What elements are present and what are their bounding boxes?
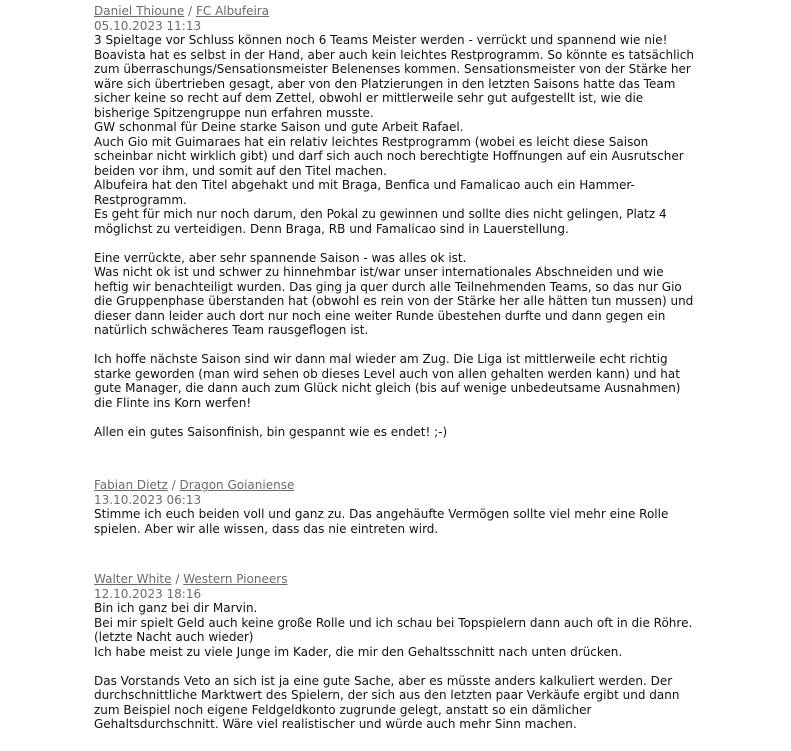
comment-text-line: natürlich schwächeres Team rausgeflogen ist. — [94, 323, 369, 337]
club-link[interactable]: Dragon Goianiense — [179, 478, 295, 492]
comment-text-line: Das Vorstands Veto an sich ist ja eine gute Sache, aber es müsste anders kalkuliert werden. Der — [94, 673, 673, 688]
separator: / — [171, 478, 176, 492]
author-link[interactable]: Walter White — [94, 572, 172, 586]
comment-text-line: die Gruppenphase überstanden hat (obwohl es rein von der Stärke her alle hätten tun mussen) und — [94, 294, 694, 308]
comment-text-line: Stimme ich euch beiden voll und ganz zu. Das angehäufte Vermögen sollte viel mehr eine Rolle — [94, 507, 669, 521]
club-link[interactable]: FC Albufeira — [195, 4, 270, 18]
paragraph-break — [94, 236, 734, 251]
comment-text-line: Was nicht ok ist und schwer zu hinnehmbar ist/war unser internationales Abschneiden und wie — [94, 265, 664, 279]
comment-date: 12.10.2023 18:16 — [94, 586, 202, 601]
comment-text-line: Restprogramm. — [94, 192, 187, 207]
comment-text-line: bisherige Spitzengruppe nun erfahren musste. — [94, 105, 374, 120]
comment-text-line: spielen. Aber wir alle wissen, dass das nie eintreten wird. — [94, 521, 439, 536]
comment-text-line: heftig wir benachteiligt wurden. Das ging ja quer durch alle Teilnehmenden Teams, so das nur Gio — [94, 279, 682, 294]
comment-text-line: durchschnittliche Marktwert des Spielern, der sich aus den letzten paar Verkäufe ergibt und dann — [94, 688, 680, 702]
comment-text-line: Ich hoffe nächste Saison sind wir dann mal wieder am Zug. Die Liga ist mittlerweile echt richtig — [94, 352, 668, 366]
separator: / — [188, 4, 193, 18]
comment-text-line: Auch Gio mit Guimaraes hat ein relativ leichtes Restprogramm (wobei es leicht diese Saison — [94, 134, 649, 149]
paragraph-break — [94, 410, 734, 425]
comment-meta — [94, 572, 734, 587]
comment-text-line: starke geworden (man wird sehen ob dieses Level auch von allen gehalten werden kann) und hat — [94, 366, 680, 381]
club-link[interactable]: Western Pioneers — [183, 572, 288, 586]
comment-text-line: wäre sich übertrieben gesagt, aber von den Platzierungen in den letzten Saisons hatte das Team — [94, 76, 676, 91]
comment-text-line: sicher keine so recht auf dem Zettel, obwohl er mittlerweile sehr gut aufgestellt ist, wie die — [94, 91, 644, 105]
comment-text-line: 3 Spieltage vor Schluss können noch 6 Teams Meister werden - verrückt und spannend wie nie! — [94, 33, 668, 47]
comment-text-line: Boavista hat es selbst in der Hand, aber auch kein leichtes Restprogramm. So könnte es tatsächlich — [94, 47, 694, 62]
paragraph-break — [94, 659, 734, 674]
comment-text-line: Bei mir spielt Geld auch keine große Rolle und ich schau bei Topspielern dann auch oft in die Röhre. — [94, 615, 693, 630]
comment-text-line: Ich habe meist zu viele Junge im Kader, die mir den Gehaltsschnitt nach unten drücken. — [94, 644, 623, 659]
comment-text-line: zum Beispiel noch eigene Feldgeldkonto zugrunde gelegt, anstatt so ein dämlicher — [94, 702, 592, 717]
comment-text-line: (letzte Nacht auch wieder) — [94, 630, 254, 644]
comment-body — [94, 507, 734, 536]
comment-body — [94, 33, 734, 439]
comment-text-line: Allen ein gutes Saisonfinish, bin gespannt wie es endet! ;-) — [94, 424, 448, 439]
comment-text-line: GW schonmal für Deine starke Saison und gute Arbeit Rafael. — [94, 120, 464, 134]
comment-post — [94, 572, 734, 732]
comment-text-line: die Flinte ins Korn werfen! — [94, 395, 252, 410]
comment-meta — [94, 478, 734, 493]
comment-text-line: möglichst zu verteidigen. Denn Braga, RB und Famalicao sind in Lauerstellung. — [94, 221, 569, 236]
comment-text-line: beiden vor ihm, und somit auf den Titel machen. — [94, 163, 387, 178]
comment-date: 13.10.2023 06:13 — [94, 492, 202, 507]
separator: / — [175, 572, 180, 586]
comment-post — [94, 4, 734, 439]
comment-text-line: Gehaltsdurchschnitt. Wäre viel realistischer und würde auch mehr Sinn machen. — [94, 717, 577, 731]
comment-text-line: dieser dann leider auch dort nur noch eine weiter Runde übestehen durfte und dann gegen ein — [94, 308, 666, 323]
paragraph-break — [94, 338, 734, 353]
comment-text-line: Es geht für mich nur noch darum, den Pokal zu gewinnen und sollte dies nicht gelingen, Platz 4 — [94, 207, 667, 221]
author-link[interactable]: Daniel Thioune — [94, 4, 185, 18]
comment-text-line: Eine verrückte, aber sehr spannende Saison - was alles ok ist. — [94, 250, 467, 265]
comment-date: 05.10.2023 11:13 — [94, 18, 202, 33]
comment-body — [94, 601, 734, 732]
author-link[interactable]: Fabian Dietz — [94, 478, 168, 492]
comment-text-line: scheinbar nicht wirklich gibt) und darf sich auch noch berechtigte Hoffnungen auf ein Ausrutscher — [94, 149, 684, 163]
comment-text-line: gute Manager, die dann auch zum Glück nicht gleich (bis auf wenige unbedeutsame Ausnahmen) — [94, 381, 681, 395]
comment-text-line: Bin ich ganz bei dir Marvin. — [94, 601, 258, 615]
comment-meta — [94, 4, 734, 19]
comment-post — [94, 478, 734, 536]
comment-text-line: zum überraschungs/Sensationsmeister Belenenses kommen. Sensationsmeister von der Stärke her — [94, 62, 691, 76]
comment-text-line: Albufeira hat den Titel abgehakt und mit Braga, Benfica und Famalicao auch ein Hammer- — [94, 178, 635, 192]
